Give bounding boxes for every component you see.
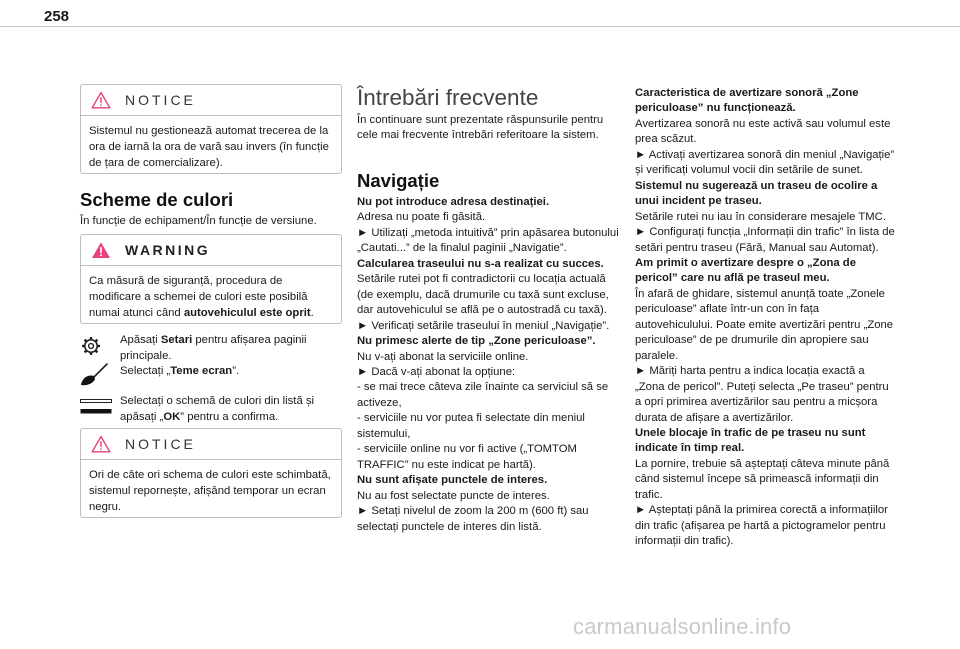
question: Nu pot introduce adresa destinației. (357, 196, 550, 208)
section-subtitle: În funcție de echipament/În funcție de versiune. (80, 215, 317, 227)
notice-box-time (80, 84, 342, 174)
step-2-post: ”. (232, 365, 240, 377)
section-title-color-schemes: Scheme de culori (80, 189, 234, 210)
answer: Nu v-ați abonat la serviciile online. (357, 350, 529, 363)
notice-box-restart (80, 428, 342, 518)
answer: Adresa nu poate fi găsită. (357, 211, 486, 224)
notice-title-2: NOTICE (125, 436, 196, 452)
answer: La pornire, trebuie să așteptați câteva minute până când sistemul începe să primească informații din trafic. (635, 457, 890, 501)
answer: ► Setați nivelul de zoom la 200 m (600 ft) sau selectați punctele de interes din listă. (357, 505, 589, 533)
list-bar-icon (80, 399, 112, 415)
answer: În afară de ghidare, sistemul anunță toate „Zonele periculoase” aflate într-un con în fața autovehiculului. Poate emite avertizări pentru „Zone periculoase” de pe drumurile din apropiere sau paralele. (635, 287, 894, 362)
answer: - serviciile online nu vor fi active („TOMTOM TRAFFIC” nu este indicat pe hartă). (357, 443, 577, 471)
step-1-pre: Apăsați (120, 334, 161, 346)
answer: Avertizarea sonoră nu este activă sau volumul este prea scăzut. (635, 117, 891, 146)
answer: ► Așteptați până la primirea corectă a informațiilor din trafic (afișarea pe hartă a pictogramelor pentru informații din trafic). (635, 504, 888, 548)
question: Nu primesc alerte de tip „Zone periculoase”. (357, 335, 596, 348)
notice-header (81, 85, 341, 116)
warning-header (81, 235, 341, 266)
top-rule (0, 26, 960, 27)
navigation-faq (357, 195, 619, 535)
steps-settings (80, 333, 342, 399)
navigation-title: Navigație (357, 170, 440, 191)
answer: ► Configurați funcția „Informații din trafic” în lista de setări pentru traseu (Fără, Manual sau Automat). (635, 226, 895, 254)
navigation-faq-continued (635, 86, 897, 550)
answer: ► Măriți harta pentru a indica locația exactă a „Zona de pericol”. Puteți selecta „Pe traseu” pentru a opri primirea avertizărilor sau pentru a micșora durata de afișare a avertizărilor. (635, 365, 889, 424)
notice-header-2 (81, 429, 341, 460)
notice-text-2: Ori de câte ori schema de culori este schimbată, sistemul repornește, afișând temporar un ecran negru. (89, 469, 331, 513)
question: Nu sunt afișate punctele de interes. (357, 474, 548, 487)
faq-title: Întrebări frecvente (357, 85, 539, 110)
step-1-post: pentru afișarea paginii principale. (120, 334, 307, 362)
answer: Setările rutei pot fi contradictorii cu locația actuală (de exemplu, dacă drumurile cu taxă sunt excluse, dar autovehiculul se află pe o autostradă cu taxă). (357, 273, 609, 317)
notice-triangle-icon-2 (91, 435, 111, 453)
page-number: 258 (44, 8, 70, 25)
warning-title: WARNING (125, 242, 211, 258)
step-3 (80, 394, 342, 428)
answer: Setările rutei nu iau în considerare mesajele TMC. (635, 210, 886, 223)
answer: ► Utilizați „metoda intuitivă” prin apăsarea butonului „Cautati...” de la finalul paginii „Navigatie”. (357, 226, 619, 255)
question: Unele blocaje în trafic de pe traseu nu sunt indicate în timp real. (635, 426, 866, 455)
step-3-bold: OK (163, 410, 181, 423)
step-1-bold: Setari (160, 334, 193, 346)
step-1-text (120, 333, 342, 364)
notice-triangle-icon (91, 91, 111, 109)
step-3-text (120, 394, 342, 425)
warning-box (80, 234, 342, 324)
question: Calcularea traseului nu s-a realizat cu succes. (357, 257, 604, 270)
answer: ► Activați avertizarea sonoră din meniul „Navigație” și verificați volumul vocii din setările de sunet. (635, 148, 895, 177)
warning-text-end: . (310, 307, 314, 319)
step-2-text (120, 364, 342, 380)
warning-text (81, 266, 341, 328)
answer: Nu au fost selectate puncte de interes. (357, 489, 550, 502)
warning-text-bold: autovehiculul este oprit (183, 307, 311, 319)
answer: - serviciile nu vor putea fi selectate din meniul sistemului, (357, 412, 585, 440)
question: Sistemul nu sugerează un traseu de ocolire a unui incident pe traseu. (635, 179, 878, 208)
answer: ► Verificați setările traseului în meniul „Navigație”. (357, 319, 610, 332)
step-2-bold: Teme ecran (170, 365, 233, 377)
answer: ► Dacă v-ați abonat la opțiune: (357, 365, 516, 378)
warning-triangle-icon (91, 241, 111, 259)
watermark: carmanualsonline.info (573, 614, 792, 639)
step-2-pre: Selectați „ (120, 365, 171, 377)
notice-title: NOTICE (125, 92, 196, 108)
faq-intro: În continuare sunt prezentate răspunsurile pentru cele mai frecvente întrebări referitoare la sistem. (357, 114, 604, 142)
warning-text-part: Ca măsură de siguranță, procedura de modificare a schemei de culori este posibilă numai atunci când (89, 275, 308, 319)
step-3-post: ” pentru a confirma. (180, 410, 279, 423)
paint-brush-icon (80, 363, 110, 387)
question: Am primit o avertizare despre o „Zona de pericol” care nu află pe traseul meu. (635, 256, 856, 285)
settings-gear-icon (81, 336, 101, 356)
notice-text: Sistemul nu gestionează automat trecerea de la ora de iarnă la ora de vară sau invers (în funcție de țara de comercializare). (89, 125, 329, 169)
step-3-pre: Selectați o schemă de culori din listă și apăsați „ (120, 395, 315, 423)
question: Caracteristica de avertizare sonoră „Zone periculoase” nu funcționează. (635, 87, 859, 115)
answer: - se mai trece câteva zile înainte ca serviciul să se activeze, (357, 381, 609, 409)
